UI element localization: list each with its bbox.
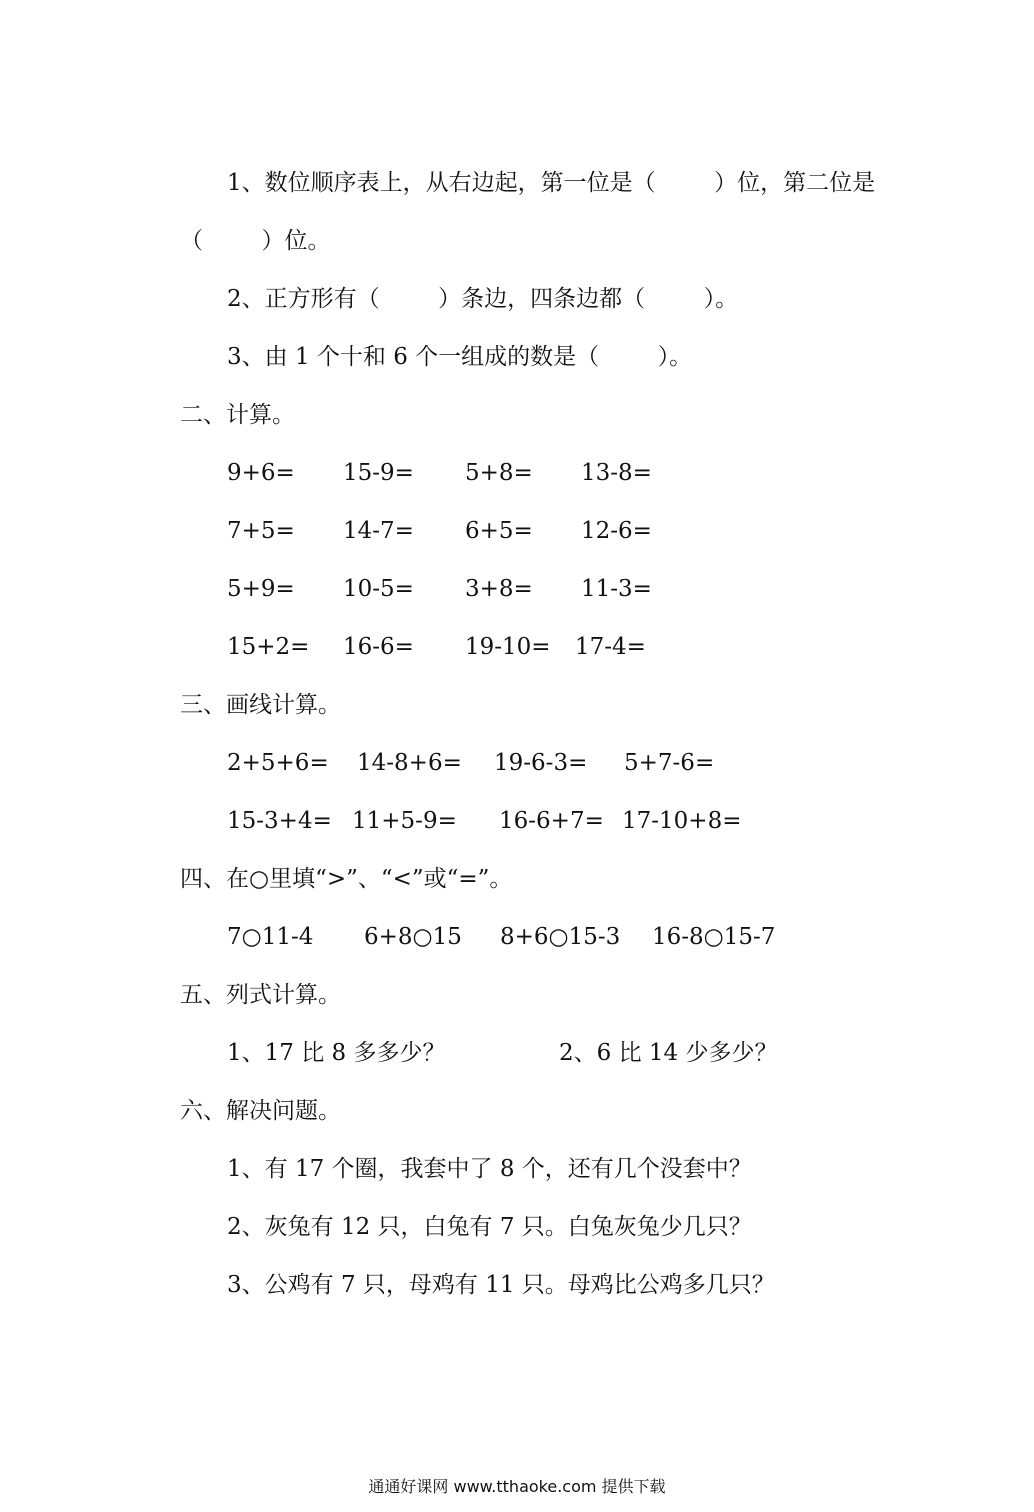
calc-item: 19-10= [465,634,551,660]
calc-item: 11+5-9= [352,808,457,834]
calc-item: 3+8= [465,576,533,602]
question-1-line-1: 1、数位顺序表上，从右边起，第一位是（ ）位，第二位是 [227,170,876,196]
question-1-line-2: （ ）位。 [180,228,331,254]
compare-item: 16-8○15-7 [652,924,776,950]
calc-item: 6+5= [465,518,533,544]
compare-item: 8+6○15-3 [500,924,621,950]
word-problem: 1、17 比 8 多多少？ [227,1040,446,1066]
section-6-heading: 六、解决问题。 [180,1098,341,1124]
footer-text: 通通好课网 www.tthaoke.com 提供下载 [368,1477,666,1496]
question-2: 2、正方形有（ ）条边，四条边都（ ）。 [227,286,739,312]
section-5-heading: 五、列式计算。 [180,982,341,1008]
calc-item: 16-6+7= [499,808,604,834]
section-3-heading: 三、画线计算。 [180,692,341,718]
calc-item: 15-3+4= [227,808,332,834]
question-3: 3、由 1 个十和 6 个一组成的数是（ ）。 [227,344,693,370]
calc-item: 14-7= [343,518,414,544]
calc-item: 13-8= [581,460,652,486]
compare-item: 6+8○15 [364,924,462,950]
calc-item: 19-6-3= [494,750,588,776]
calc-item: 17-10+8= [622,808,742,834]
calc-item: 5+7-6= [624,750,715,776]
calc-item: 12-6= [581,518,652,544]
section-2-heading: 二、计算。 [180,402,295,428]
calc-item: 2+5+6= [227,750,329,776]
section-4-heading: 四、在○里填“>”、“<”或“=”。 [180,866,513,892]
compare-item: 7○11-4 [227,924,314,950]
calc-item: 17-4= [575,634,646,660]
calc-item: 15+2= [227,634,310,660]
calc-item: 16-6= [343,634,414,660]
calc-item: 9+6= [227,460,295,486]
problem-item: 2、灰兔有 12 只，白兔有 7 只。白兔灰兔少几只？ [227,1214,752,1240]
calc-item: 15-9= [343,460,414,486]
calc-item: 11-3= [581,576,652,602]
calc-item: 7+5= [227,518,295,544]
calc-item: 5+9= [227,576,295,602]
calc-item: 14-8+6= [357,750,462,776]
calc-item: 10-5= [343,576,414,602]
word-problem: 2、6 比 14 少多少？ [559,1040,778,1066]
problem-item: 1、有 17 个圈，我套中了 8 个，还有几个没套中？ [227,1156,752,1182]
calc-item: 5+8= [465,460,533,486]
problem-item: 3、公鸡有 7 只，母鸡有 11 只。母鸡比公鸡多几只？ [227,1272,775,1298]
